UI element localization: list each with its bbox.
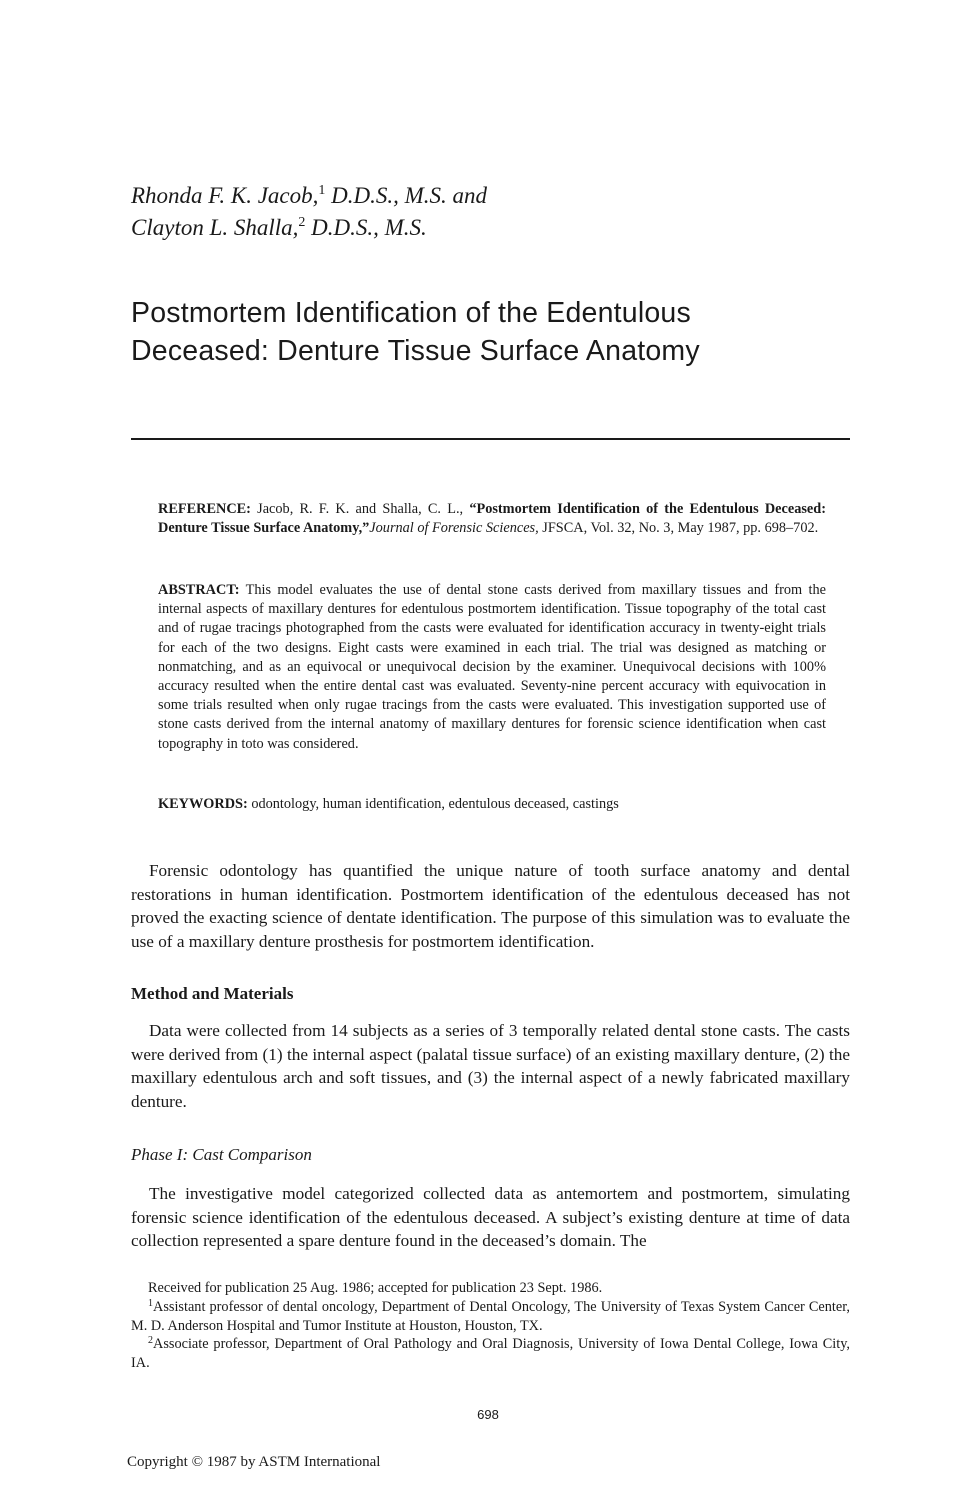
author-jacob: Rhonda F. K. Jacob, — [131, 183, 319, 208]
author-line-1 — [131, 180, 851, 212]
author-list — [131, 180, 851, 244]
keywords-text: odontology, human identification, edentulous deceased, castings — [247, 796, 619, 812]
abstract-text: This model evaluates the use of dental stone casts derived from maxillary tissues and from the internal aspects of maxillary dentures for edentulous postmortem identification. Tissue topography of the total cast and of rugae tracings photographed from the casts were evaluated for identification accuracy in twenty-eight trials for each of the two designs. Eight casts were examined in each trial. The trial was designed as matching or nonmatching, and as an equivocal or unequivocal decision by the examiner. Unequivocal decisions with 100% accuracy resulted when the entire dental cast was evaluated. Seventy-nine percent accuracy with equivocation in some trials resulted when only rugae tracings from the casts were evaluated. This investigation supported use of stone casts derived from the internal anatomy of maxillary dentures for forensic science identification when cast topography in toto was considered. — [158, 582, 826, 752]
reference-title: “Postmortem Identification of the Edentulous Deceased: Denture Tissue Surface Anatomy,” — [158, 501, 826, 537]
author-shalla-degrees: D.D.S., M.S. — [305, 215, 427, 240]
author-jacob-degrees: D.D.S., M.S. and — [325, 183, 488, 208]
author-shalla: Clayton L. Shalla, — [131, 215, 299, 240]
footnote-ref-2: 2 — [298, 215, 306, 230]
subsection-heading-phase1: Phase I: Cast Comparison — [131, 1145, 312, 1164]
footnotes — [131, 1279, 850, 1373]
footnote-1 — [131, 1298, 850, 1336]
title-line-1: Postmortem Identification of the Edentulous — [131, 297, 691, 329]
section-heading-methods: Method and Materials — [131, 984, 294, 1003]
footnote-2 — [131, 1335, 850, 1373]
footnote-2-mark: 2 — [148, 1335, 153, 1347]
footnote-ref-1: 1 — [318, 183, 326, 198]
copyright-notice: Copyright © 1987 by ASTM International — [127, 1454, 381, 1470]
methods-paragraph: Data were collected from 14 subjects as a series of 3 temporally related dental stone casts. The casts were derived from (1) the internal aspect (palatal tissue surface) of an existing maxillary denture, (2) the maxillary edentulous arch and soft tissues, and (3) the internal aspect of a newly fabricated maxillary denture. — [131, 1021, 850, 1111]
title-divider — [131, 438, 850, 440]
footnote-1-text: Assistant professor of dental oncology, Department of Dental Oncology, The University of Texas System Cancer Center, M. D. Anderson Hospital and Tumor Institute at Houston, Houston, TX. — [131, 1298, 850, 1334]
article-title — [131, 294, 851, 370]
author-line-2 — [131, 212, 851, 244]
title-line-2: Deceased: Denture Tissue Surface Anatomy — [131, 335, 700, 367]
intro-paragraph: Forensic odontology has quantified the unique nature of tooth surface anatomy and dental restorations in human identification. Postmortem identification of the edentulous deceased has not proved the exacting science of dentate identification. The purpose of this simulation was to evaluate the use of a maxillary denture prosthesis for postmortem identification. — [131, 861, 850, 951]
abstract-block — [158, 581, 826, 754]
footnote-1-mark: 1 — [148, 1297, 153, 1309]
phase1-paragraph: The investigative model categorized collected data as antemortem and postmortem, simulating forensic science identification of the edentulous deceased. A subject’s existing denture at time of data collection represented a spare denture found in the deceased’s domain. The — [131, 1184, 850, 1251]
page-number: 698 — [477, 1407, 499, 1422]
footnote-2-text: Associate professor, Department of Oral Pathology and Oral Diagnosis, University of Iowa Dental College, Iowa City, IA. — [131, 1336, 850, 1372]
keywords-label: KEYWORDS: — [158, 796, 248, 812]
reference-authors: Jacob, R. F. K. and Shalla, C. L., — [250, 501, 470, 517]
reference-label: REFERENCE: — [158, 501, 251, 517]
reference-journal: Journal of Forensic Sciences, — [369, 520, 539, 537]
keywords-block — [158, 795, 826, 814]
abstract-label: ABSTRACT: — [158, 582, 240, 598]
reference-details: JFSCA, Vol. 32, No. 3, May 1987, pp. 698–702. — [538, 520, 819, 537]
footnote-received: Received for publication 25 Aug. 1986; accepted for publication 23 Sept. 1986. — [148, 1280, 603, 1296]
reference-block — [158, 500, 826, 538]
